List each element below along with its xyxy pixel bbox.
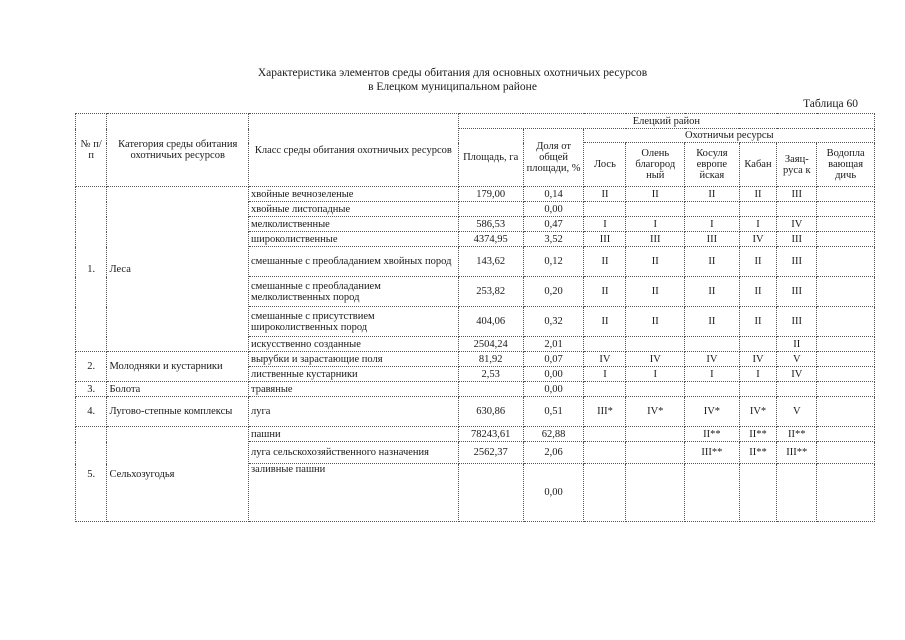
- quality-cell: [584, 337, 626, 352]
- quality-cell: [626, 202, 685, 217]
- quality-cell: [626, 442, 685, 464]
- area-cell: 81,92: [458, 352, 523, 367]
- quality-cell: [817, 367, 875, 382]
- group-category: Болота: [107, 382, 249, 397]
- share-cell: 0,14: [523, 187, 584, 202]
- quality-cell: II: [626, 247, 685, 277]
- group-number: 3.: [76, 382, 107, 397]
- habitat-class: мелколиственные: [248, 217, 458, 232]
- quality-cell: II: [626, 307, 685, 337]
- header-species: Лось: [584, 143, 626, 187]
- quality-cell: [817, 187, 875, 202]
- habitat-class: смешанные с преобладанием мелколиственных пород: [248, 277, 458, 307]
- quality-cell: III: [626, 232, 685, 247]
- quality-cell: V: [777, 352, 817, 367]
- group-number: 5.: [76, 427, 107, 522]
- header-region: Елецкий район: [458, 114, 874, 129]
- quality-cell: [685, 464, 740, 522]
- quality-cell: [817, 352, 875, 367]
- habitat-class: луга сельскохозяйственного назначения: [248, 442, 458, 464]
- habitat-class: хвойные вечнозеленые: [248, 187, 458, 202]
- area-cell: 4374,95: [458, 232, 523, 247]
- table-header: [76, 114, 875, 187]
- title-line-2: в Елецком муниципальном районе: [368, 81, 537, 93]
- table-row: [76, 397, 875, 427]
- quality-cell: [739, 464, 777, 522]
- quality-cell: IV: [584, 352, 626, 367]
- header-species: Водопла вающая дичь: [817, 143, 875, 187]
- quality-cell: [777, 202, 817, 217]
- share-cell: 0,00: [523, 202, 584, 217]
- area-cell: [458, 202, 523, 217]
- quality-cell: [685, 202, 740, 217]
- share-cell: 2,01: [523, 337, 584, 352]
- quality-cell: III: [777, 277, 817, 307]
- table-row: [76, 427, 875, 442]
- quality-cell: II: [626, 277, 685, 307]
- header-category: Категория среды обитания охотничьих ресурсов: [107, 114, 249, 187]
- quality-cell: II: [584, 247, 626, 277]
- header-resources: Охотничьи ресурсы: [584, 129, 875, 143]
- quality-cell: III: [777, 247, 817, 277]
- habitat-class: искусственно созданные: [248, 337, 458, 352]
- share-cell: 62,88: [523, 427, 584, 442]
- quality-cell: IV: [739, 232, 777, 247]
- area-cell: 2562,37: [458, 442, 523, 464]
- group-category: Леса: [107, 187, 249, 352]
- share-cell: 0,00: [523, 382, 584, 397]
- quality-cell: [739, 382, 777, 397]
- habitat-class: хвойные листопадные: [248, 202, 458, 217]
- quality-cell: [584, 202, 626, 217]
- quality-cell: IV: [777, 217, 817, 232]
- area-cell: 630,86: [458, 397, 523, 427]
- quality-cell: [626, 337, 685, 352]
- habitat-class: луга: [248, 397, 458, 427]
- quality-cell: III**: [685, 442, 740, 464]
- quality-cell: I: [626, 217, 685, 232]
- quality-cell: IV: [739, 352, 777, 367]
- quality-cell: IV: [685, 352, 740, 367]
- area-cell: [458, 382, 523, 397]
- header-species: Косуля европе йская: [685, 143, 740, 187]
- quality-cell: II: [626, 187, 685, 202]
- quality-cell: II: [739, 307, 777, 337]
- header-class: Класс среды обитания охотничьих ресурсов: [248, 114, 458, 187]
- quality-cell: IV*: [626, 397, 685, 427]
- quality-cell: [817, 382, 875, 397]
- group-category: Сельхозугодья: [107, 427, 249, 522]
- quality-cell: V: [777, 397, 817, 427]
- quality-cell: II: [685, 247, 740, 277]
- share-cell: 3,52: [523, 232, 584, 247]
- group-number: 1.: [76, 187, 107, 352]
- share-cell: 2,06: [523, 442, 584, 464]
- quality-cell: [626, 464, 685, 522]
- header-share: Доля от общей площади, %: [523, 129, 584, 187]
- quality-cell: [626, 382, 685, 397]
- quality-cell: [817, 307, 875, 337]
- table-row: [76, 352, 875, 367]
- table-title: [0, 66, 905, 94]
- habitat-class: заливные пашни: [248, 464, 458, 522]
- habitat-class: вырубки и зарастающие поля: [248, 352, 458, 367]
- header-species: Олень благород ный: [626, 143, 685, 187]
- quality-cell: I: [626, 367, 685, 382]
- habitat-class: смешанные с преобладанием хвойных пород: [248, 247, 458, 277]
- area-cell: 2504,24: [458, 337, 523, 352]
- group-category: Молодняки и кустарники: [107, 352, 249, 382]
- quality-cell: I: [739, 217, 777, 232]
- table-number: Таблица 60: [803, 98, 858, 110]
- quality-cell: I: [584, 217, 626, 232]
- quality-cell: II**: [739, 442, 777, 464]
- area-cell: 2,53: [458, 367, 523, 382]
- quality-cell: [584, 382, 626, 397]
- quality-cell: [584, 464, 626, 522]
- quality-cell: II: [777, 337, 817, 352]
- quality-cell: II: [685, 307, 740, 337]
- area-cell: 179,00: [458, 187, 523, 202]
- quality-cell: [817, 247, 875, 277]
- habitat-class: широколиственные: [248, 232, 458, 247]
- quality-cell: III: [685, 232, 740, 247]
- quality-cell: [584, 427, 626, 442]
- quality-cell: IV*: [739, 397, 777, 427]
- quality-cell: II**: [739, 427, 777, 442]
- header-species: Кабан: [739, 143, 777, 187]
- quality-cell: I: [584, 367, 626, 382]
- area-cell: [458, 464, 523, 522]
- quality-cell: II**: [685, 427, 740, 442]
- quality-cell: II: [739, 187, 777, 202]
- quality-cell: III: [777, 232, 817, 247]
- quality-cell: [817, 232, 875, 247]
- table-row: [76, 187, 875, 202]
- quality-cell: III: [777, 307, 817, 337]
- quality-cell: IV: [777, 367, 817, 382]
- quality-cell: II: [739, 277, 777, 307]
- quality-cell: II: [584, 307, 626, 337]
- habitat-class: лиственные кустарники: [248, 367, 458, 382]
- table-body: [76, 187, 875, 522]
- area-cell: 143,62: [458, 247, 523, 277]
- quality-cell: [817, 397, 875, 427]
- quality-cell: [817, 217, 875, 232]
- quality-cell: [817, 337, 875, 352]
- share-cell: 0,12: [523, 247, 584, 277]
- area-cell: 586,53: [458, 217, 523, 232]
- quality-cell: II**: [777, 427, 817, 442]
- quality-cell: [739, 202, 777, 217]
- quality-cell: [817, 427, 875, 442]
- share-cell: 0,07: [523, 352, 584, 367]
- share-cell: 0,20: [523, 277, 584, 307]
- quality-cell: [777, 382, 817, 397]
- quality-cell: II: [739, 247, 777, 277]
- quality-cell: II: [685, 187, 740, 202]
- share-cell: 0,00: [523, 464, 584, 522]
- quality-cell: II: [685, 277, 740, 307]
- area-cell: 78243,61: [458, 427, 523, 442]
- quality-cell: II: [584, 187, 626, 202]
- quality-cell: I: [685, 217, 740, 232]
- quality-cell: IV*: [685, 397, 740, 427]
- quality-cell: [685, 337, 740, 352]
- area-cell: 253,82: [458, 277, 523, 307]
- header-area: Площадь, га: [458, 129, 523, 187]
- quality-cell: I: [739, 367, 777, 382]
- quality-cell: [817, 277, 875, 307]
- quality-cell: [817, 442, 875, 464]
- quality-cell: III*: [584, 397, 626, 427]
- group-number: 2.: [76, 352, 107, 382]
- quality-cell: III**: [777, 442, 817, 464]
- quality-cell: III: [584, 232, 626, 247]
- group-number: 4.: [76, 397, 107, 427]
- habitat-class: пашни: [248, 427, 458, 442]
- title-line-1: Характеристика элементов среды обитания для основных охотничьих ресурсов: [257, 67, 648, 79]
- habitat-class: травяные: [248, 382, 458, 397]
- share-cell: 0,32: [523, 307, 584, 337]
- quality-cell: [739, 337, 777, 352]
- quality-cell: IV: [626, 352, 685, 367]
- quality-cell: [626, 427, 685, 442]
- area-cell: 404,06: [458, 307, 523, 337]
- quality-cell: [584, 442, 626, 464]
- quality-cell: III: [777, 187, 817, 202]
- share-cell: 0,00: [523, 367, 584, 382]
- quality-cell: [817, 464, 875, 522]
- quality-cell: I: [685, 367, 740, 382]
- habitat-class: смешанные с присутствием широколиственных пород: [248, 307, 458, 337]
- share-cell: 0,47: [523, 217, 584, 232]
- quality-cell: [817, 202, 875, 217]
- table-row: [76, 382, 875, 397]
- group-category: Лугово-степные комплексы: [107, 397, 249, 427]
- quality-cell: [685, 382, 740, 397]
- quality-cell: [777, 464, 817, 522]
- habitat-table: [75, 113, 875, 522]
- header-num: № п/п: [76, 114, 107, 187]
- header-species: Заяц-руса к: [777, 143, 817, 187]
- share-cell: 0,51: [523, 397, 584, 427]
- quality-cell: II: [584, 277, 626, 307]
